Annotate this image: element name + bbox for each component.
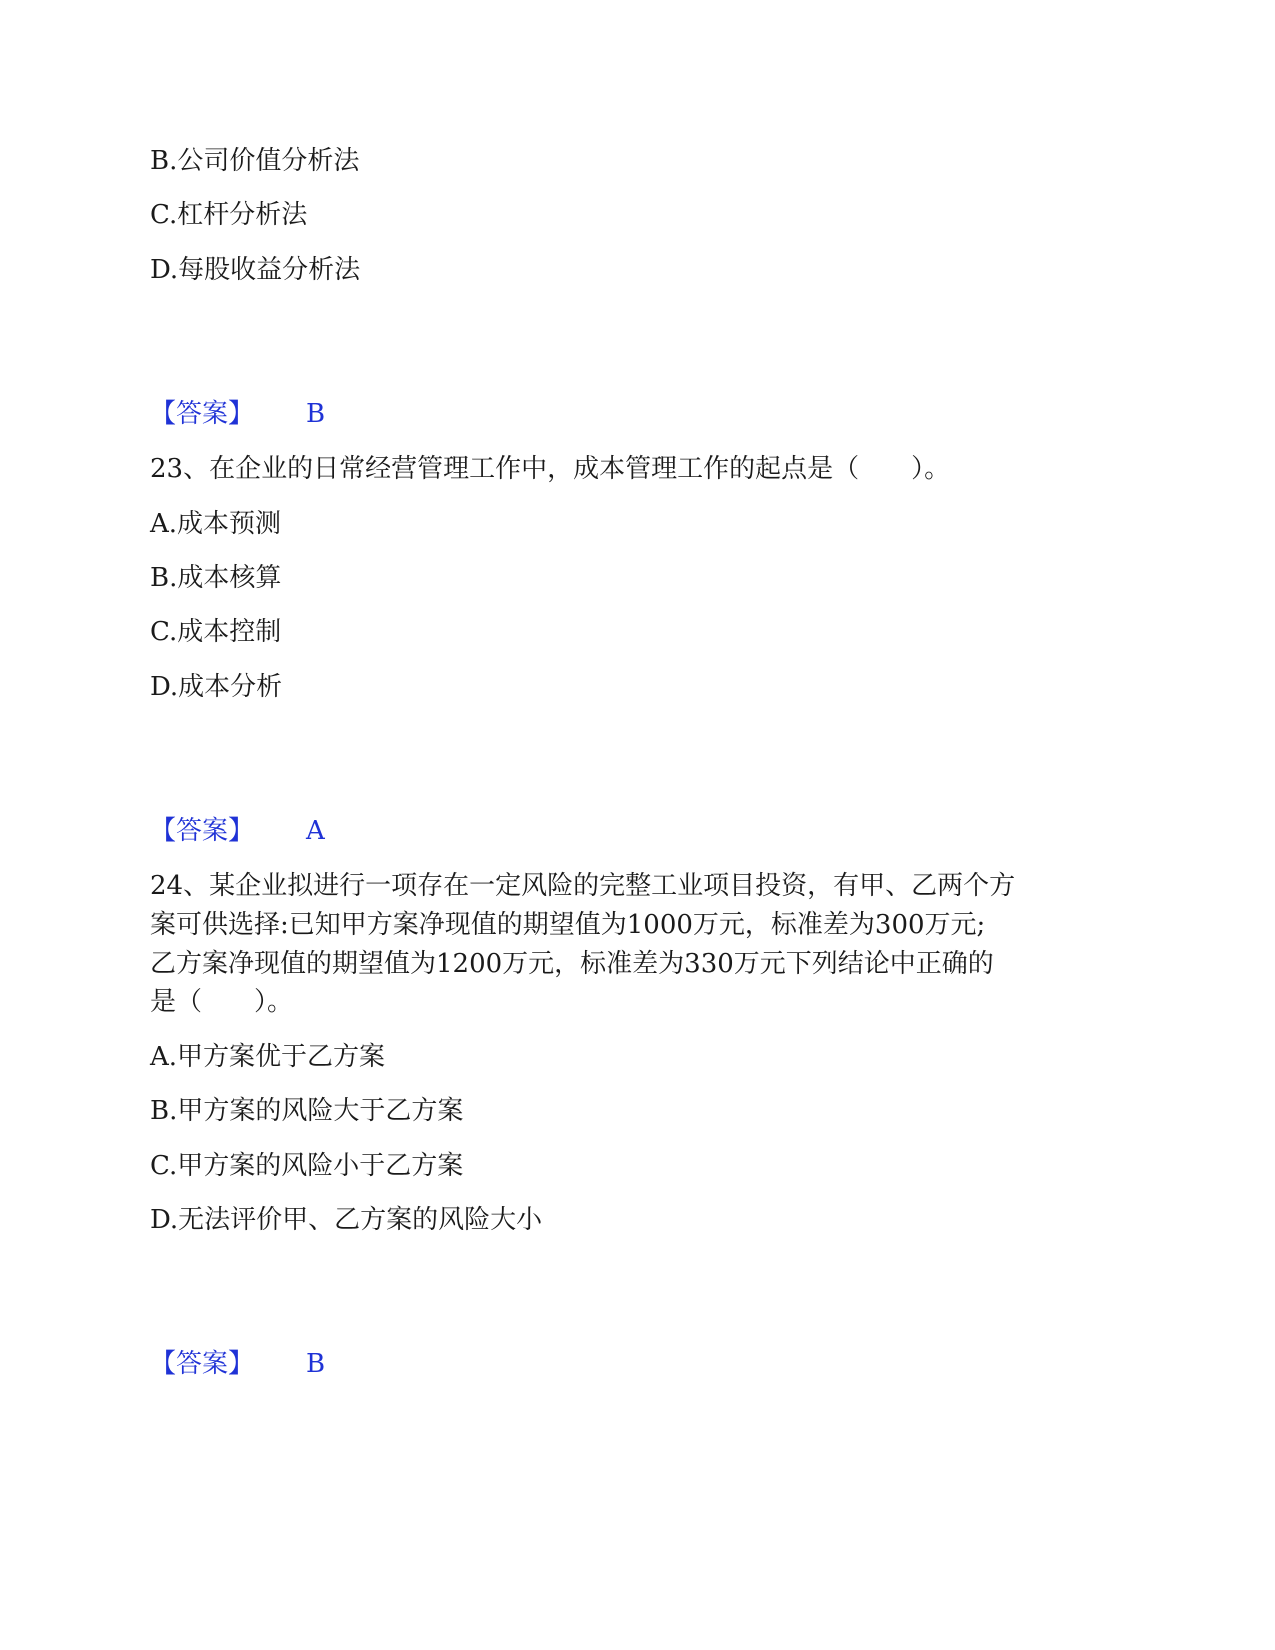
q23-option-c: C.成本控制: [150, 617, 282, 647]
answer-value: B: [306, 399, 326, 429]
q23-option-b: B.成本核算: [150, 563, 282, 593]
q24-question-line-3: 乙方案净现值的期望值为1200万元，标准差为330万元下列结论中正确的: [150, 949, 994, 979]
q22-option-d: D.每股收益分析法: [150, 255, 361, 285]
q24-answer: [150, 1344, 325, 1384]
q24-option-b: B.甲方案的风险大于乙方案: [150, 1096, 464, 1126]
answer-label: 【答案】: [150, 816, 255, 846]
q23-option-a: A.成本预测: [150, 509, 282, 539]
q24-question-line-4: 是（ ）。: [150, 987, 294, 1017]
answer-value: A: [306, 816, 325, 846]
q22-option-c: C.杠杆分析法: [150, 200, 308, 230]
q24-question-line-2: 案可供选择:已知甲方案净现值的期望值为1000万元，标准差为300万元;: [150, 910, 986, 940]
q24-option-c: C.甲方案的风险小于乙方案: [150, 1151, 464, 1181]
answer-label: 【答案】: [150, 1349, 255, 1379]
answer-label: 【答案】: [150, 399, 255, 429]
q24-option-a: A.甲方案优于乙方案: [150, 1042, 386, 1072]
q24-question-line-1: 24、某企业拟进行一项存在一定风险的完整工业项目投资，有甲、乙两个方: [150, 871, 1016, 901]
q24-option-d: D.无法评价甲、乙方案的风险大小: [150, 1205, 543, 1235]
q23-question: 23、在企业的日常经营管理工作中，成本管理工作的起点是（ ）。: [150, 454, 951, 484]
q22-option-b: B.公司价值分析法: [150, 146, 360, 176]
q23-option-d: D.成本分析: [150, 672, 283, 702]
answer-value: B: [306, 1349, 326, 1379]
q23-answer: [150, 811, 325, 851]
q22-answer: [150, 394, 325, 434]
